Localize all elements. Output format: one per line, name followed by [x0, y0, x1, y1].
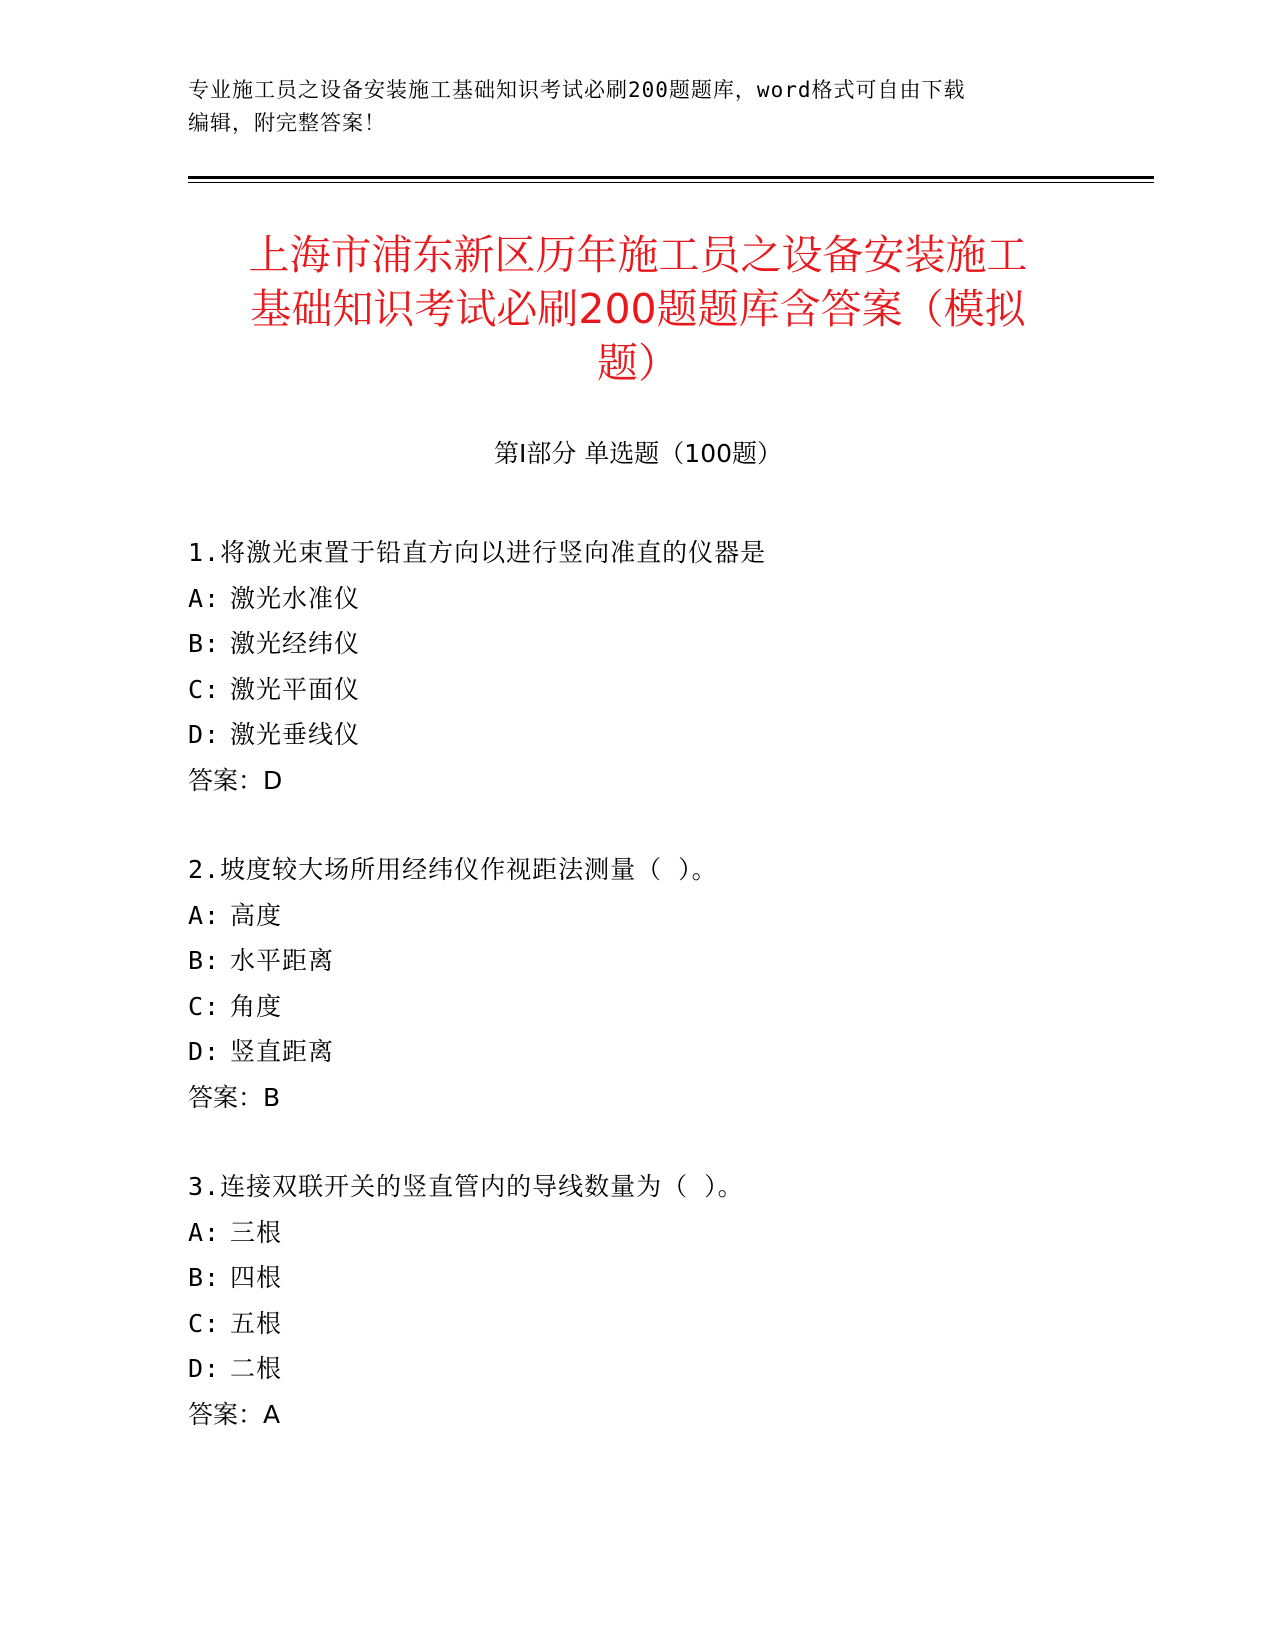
- option-text: 角度: [230, 991, 283, 1021]
- option-d: [188, 1029, 1088, 1075]
- question-stem: 1.将激光束置于铅直方向以进行竖向准直的仪器是: [188, 538, 767, 567]
- section-title: 第Ⅰ部分 单选题（100题）: [493, 439, 783, 468]
- option-letter: C:: [188, 674, 221, 704]
- option-b: [188, 621, 1088, 667]
- option-b: [188, 938, 1088, 984]
- option-letter: B:: [188, 629, 221, 658]
- option-d: [188, 712, 1088, 758]
- option-d: [188, 1346, 1088, 1392]
- option-text: 激光平面仪: [230, 674, 361, 704]
- question-stem: 3.连接双联开关的竖直管内的导线数量为（ ）。: [188, 1172, 744, 1201]
- option-text: 高度: [230, 900, 283, 930]
- answer: 答案：D: [188, 765, 283, 795]
- answer: 答案：B: [188, 1082, 281, 1112]
- option-letter: D:: [188, 1354, 221, 1383]
- option-letter: D:: [188, 720, 221, 749]
- option-letter: D:: [188, 1037, 221, 1066]
- option-letter: C:: [188, 1308, 221, 1338]
- option-letter: A:: [188, 583, 221, 613]
- option-c: [188, 667, 1088, 713]
- header-rule-thick: [188, 176, 1154, 179]
- option-letter: B:: [188, 946, 221, 975]
- question-1: [188, 530, 1088, 803]
- option-a: [188, 576, 1088, 622]
- option-text: 五根: [230, 1308, 283, 1338]
- option-text: 四根: [230, 1263, 283, 1292]
- question-3: [188, 1164, 1088, 1437]
- header-rule-thin: [188, 182, 1154, 183]
- option-text: 激光经纬仪: [230, 629, 361, 658]
- document-title-line1: 上海市浦东新区历年施工员之设备安装施工: [248, 231, 1028, 279]
- answer: 答案：A: [188, 1399, 281, 1429]
- document-title-line3: 题）: [597, 339, 679, 387]
- option-text: 水平距离: [230, 946, 335, 975]
- header-note-line2: 编辑，附完整答案！: [188, 111, 386, 135]
- option-letter: C:: [188, 991, 221, 1021]
- option-letter: A:: [188, 900, 221, 930]
- option-letter: B:: [188, 1263, 221, 1292]
- option-text: 竖直距离: [230, 1037, 335, 1066]
- option-a: [188, 1210, 1088, 1256]
- question-list: [188, 530, 1088, 1481]
- header-note: [188, 74, 1088, 140]
- option-a: [188, 893, 1088, 939]
- document-title-line2: 基础知识考试必刷200题题库含答案（模拟: [250, 285, 1026, 333]
- option-letter: A:: [188, 1217, 221, 1247]
- question-stem: 2.坡度较大场所用经纬仪作视距法测量（ ）。: [188, 855, 718, 884]
- option-c: [188, 1301, 1088, 1347]
- option-text: 二根: [230, 1354, 283, 1383]
- option-text: 三根: [230, 1217, 283, 1247]
- question-2: [188, 847, 1088, 1120]
- option-c: [188, 984, 1088, 1030]
- option-text: 激光垂线仪: [230, 720, 361, 749]
- header-note-line1: 专业施工员之设备安装施工基础知识考试必刷200题题库，word格式可自由下载: [188, 78, 966, 102]
- option-text: 激光水准仪: [230, 583, 361, 613]
- document-title: [188, 228, 1088, 390]
- option-b: [188, 1255, 1088, 1301]
